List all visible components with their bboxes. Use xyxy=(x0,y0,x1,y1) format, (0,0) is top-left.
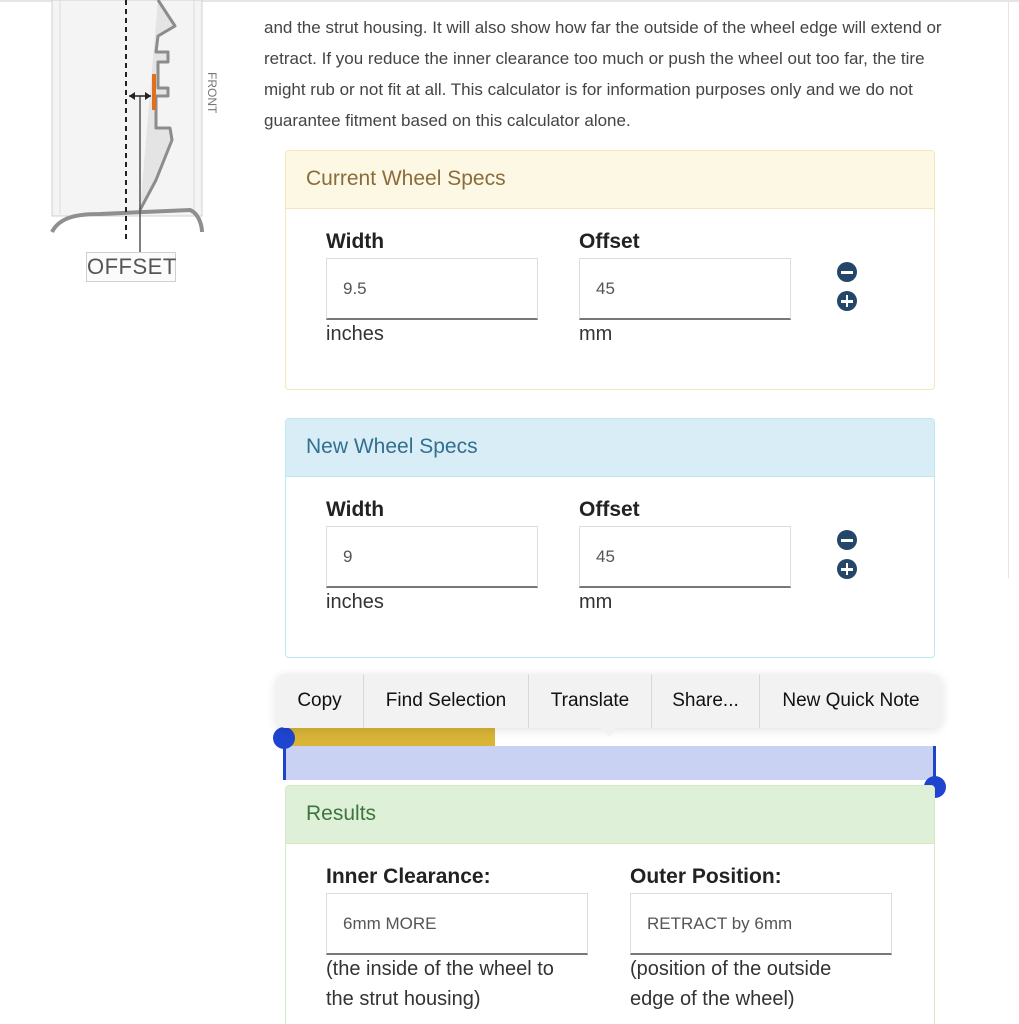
intro-line: and the strut housing. It will also show how far the outside of the wheel edge will extend or xyxy=(264,18,942,37)
inner-clearance-note xyxy=(326,954,554,1014)
outer-position-note xyxy=(630,954,831,1014)
current-width-input[interactable]: 9.5 xyxy=(326,258,538,320)
front-label: FRONT xyxy=(205,72,219,114)
current-minus-icon[interactable] xyxy=(837,262,857,282)
new-minus-icon[interactable] xyxy=(837,530,857,550)
inner-clearance-label: Inner Clearance: xyxy=(326,865,491,888)
note-line: the strut housing) xyxy=(326,988,481,1010)
offset-label: OFFSET xyxy=(86,252,176,282)
new-offset-label: Offset xyxy=(579,498,640,521)
share-menu-item[interactable]: Share... xyxy=(652,674,760,728)
note-line: edge of the wheel) xyxy=(630,988,795,1010)
current-offset-unit: mm xyxy=(579,323,613,345)
current-offset-input[interactable]: 45 xyxy=(579,258,791,320)
panel-title: New Wheel Specs xyxy=(286,419,934,477)
new-width-unit: inches xyxy=(326,591,384,613)
new-width-label: Width xyxy=(326,498,385,521)
wheel-cross-section-icon xyxy=(40,0,240,290)
new-plus-icon[interactable] xyxy=(837,559,857,579)
new-quick-note-menu-item[interactable]: New Quick Note xyxy=(782,690,920,711)
translate-menu-item[interactable]: Translate xyxy=(529,674,652,728)
current-width-unit: inches xyxy=(326,323,384,345)
current-offset-label: Offset xyxy=(579,230,640,253)
intro-paragraph xyxy=(264,12,984,136)
scroll-track[interactable] xyxy=(1008,0,1009,578)
selection-highlight-partial xyxy=(286,728,495,746)
current-width-label: Width xyxy=(326,230,385,253)
intro-line: might rub or not fit at all. This calculator is for information purposes only and we do not xyxy=(264,80,913,99)
selection-start-handle[interactable] xyxy=(273,727,295,749)
copy-menu-item[interactable]: Copy xyxy=(276,674,364,728)
panel-title: Current Wheel Specs xyxy=(286,151,934,209)
selection-highlight xyxy=(285,746,935,780)
note-line: (position of the outside xyxy=(630,958,832,980)
inner-clearance-output: 6mm MORE xyxy=(326,893,588,955)
context-menu-pointer xyxy=(598,726,620,737)
find-selection-menu-item[interactable]: Find Selection xyxy=(364,674,529,728)
panel-title: Results xyxy=(286,786,934,844)
new-offset-unit: mm xyxy=(579,591,613,613)
intro-line: retract. If you reduce the inner clearance too much or push the wheel out too far, the tire xyxy=(264,49,925,68)
outer-position-label: Outer Position: xyxy=(630,865,782,888)
text-context-menu xyxy=(276,674,942,728)
offset-diagram xyxy=(40,0,240,290)
note-line: (the inside of the wheel to xyxy=(326,958,554,980)
new-width-input[interactable]: 9 xyxy=(326,526,538,588)
outer-position-output: RETRACT by 6mm xyxy=(630,893,892,955)
new-offset-input[interactable]: 45 xyxy=(579,526,791,588)
intro-line: guarantee fitment based on this calculator alone. xyxy=(264,111,631,130)
current-plus-icon[interactable] xyxy=(837,291,857,311)
